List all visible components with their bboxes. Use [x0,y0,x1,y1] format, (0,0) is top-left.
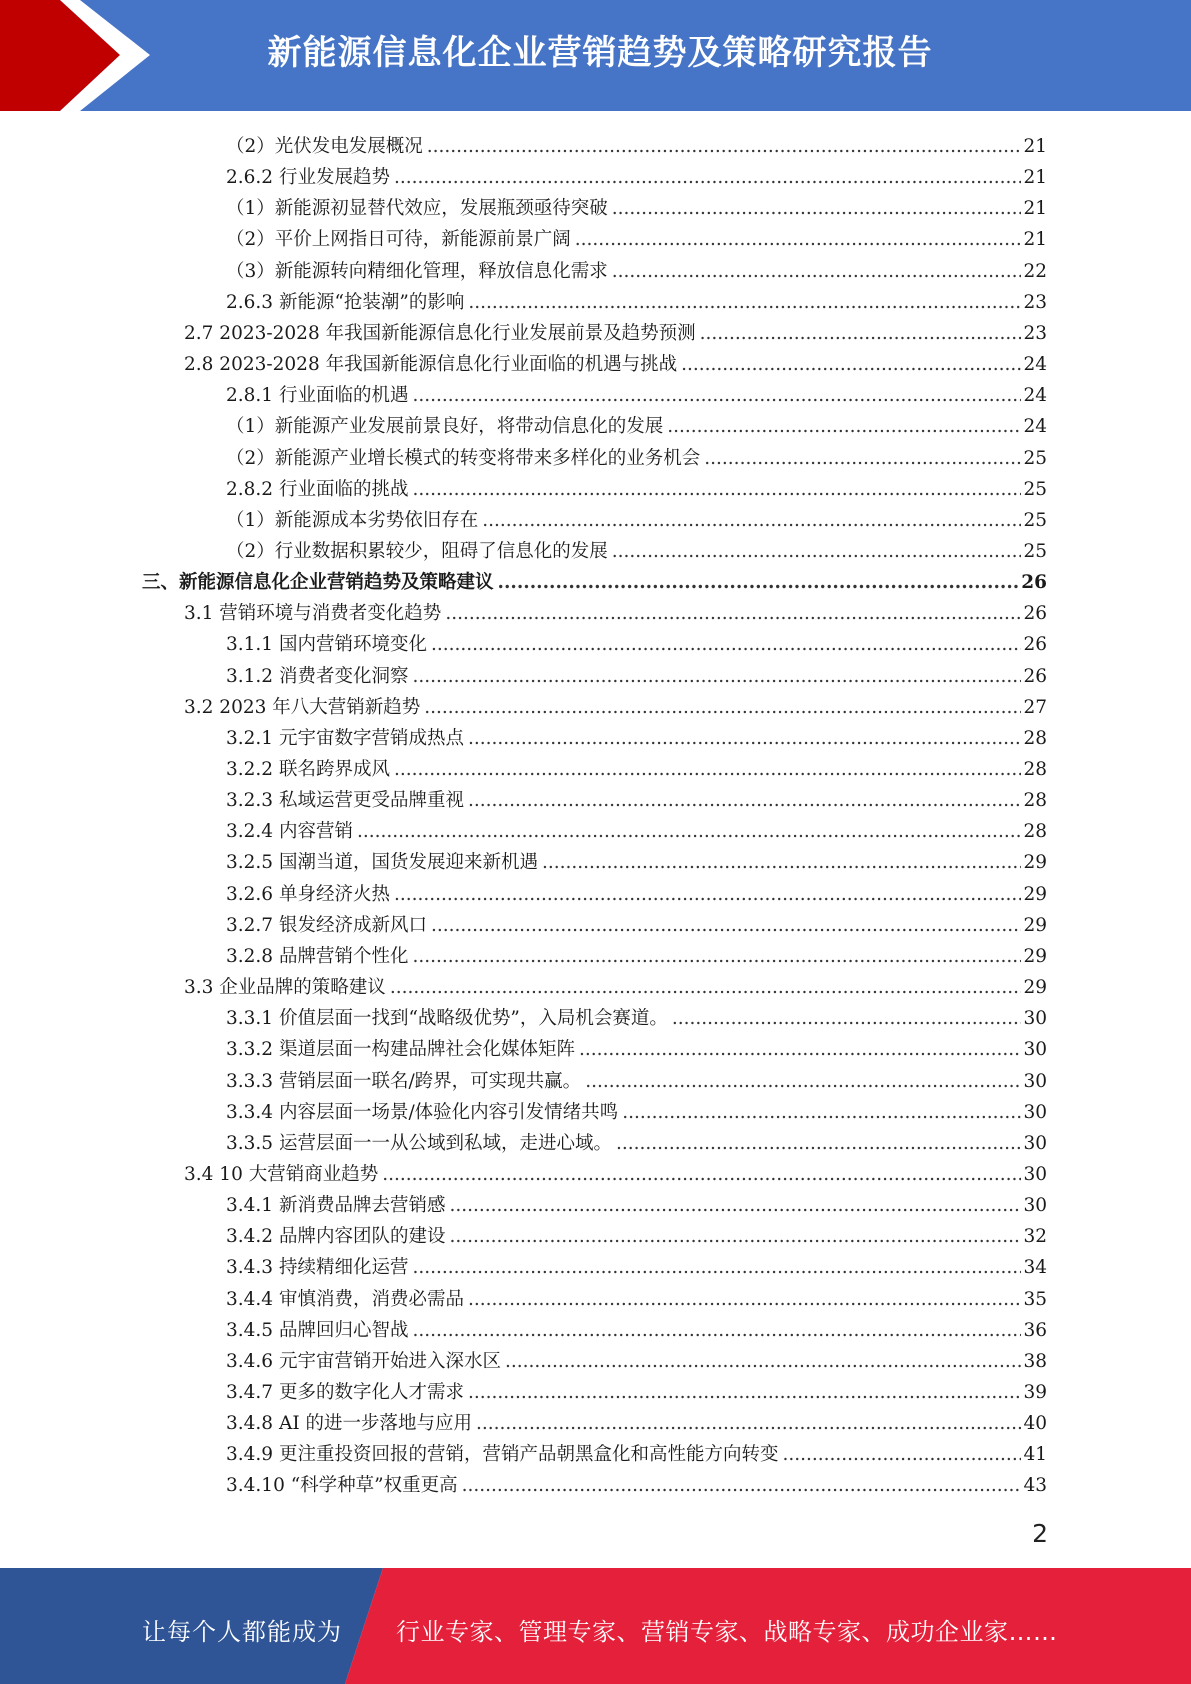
toc-entry-label: 3.4.4 审慎消费，消费必需品 [226,1288,464,1310]
toc-entry-label: 3.3.5 运营层面一一从公域到私域，走进心域。 [226,1132,612,1154]
toc-leader-dots [667,415,1021,439]
toc-entry-label: 3.2.8 品牌营销个性化 [226,945,409,967]
toc-leader-dots [449,1225,1021,1249]
toc-leader-dots [382,1163,1021,1187]
toc-entry-page: 23 [1023,291,1047,313]
toc-entry[interactable] [226,1249,1047,1280]
toc-entry[interactable] [226,159,1047,190]
toc-entry-page: 30 [1023,1195,1047,1217]
toc-entry-label: 三、新能源信息化企业营销趋势及策略建议 [142,572,494,594]
toc-entry-label: （2）光伏发电发展概况 [226,136,423,157]
toc-entry-label: （1）新能源成本劣势依旧存在 [226,509,479,531]
toc-entry-label: 3.4.2 品牌内容团队的建设 [226,1226,446,1248]
toc-entry-page: 21 [1023,198,1047,220]
toc-entry-page: 24 [1023,416,1047,438]
toc-entry[interactable] [226,533,1047,564]
toc-entry-label: 3.2.4 内容营销 [226,821,353,843]
toc-entry-label: 3.3.2 渠道层面一构建品牌社会化媒体矩阵 [226,1039,575,1061]
toc-leader-dots [412,945,1021,969]
toc-entry-page: 25 [1023,540,1047,562]
toc-leader-dots [412,478,1021,502]
toc-entry-label: 3.3.3 营销层面一联名/跨界，可实现共赢。 [226,1070,582,1092]
toc-leader-dots [616,1132,1021,1156]
toc-entry[interactable] [226,1405,1047,1436]
toc-leader-dots [424,696,1021,720]
toc-entry-label: 3.2.6 单身经济火热 [226,883,390,905]
toc-leader-dots [445,602,1021,626]
toc-entry[interactable] [226,1374,1047,1405]
toc-entry[interactable] [226,128,1047,159]
toc-entry-page: 21 [1023,136,1047,157]
toc-entry-page: 28 [1023,790,1047,812]
toc-entry-page: 26 [1023,665,1047,687]
toc-entry-label: 3.4.7 更多的数字化人才需求 [226,1382,464,1403]
toc-leader-dots [542,851,1021,875]
toc-leader-dots [612,260,1022,284]
toc-entry-page: 25 [1023,447,1047,469]
toc-leader-dots [468,727,1021,751]
toc-entry-page: 29 [1023,883,1047,905]
toc-leader-dots [394,883,1021,907]
toc-entry[interactable] [226,658,1047,689]
toc-leader-dots [575,228,1022,252]
toc-entry-page: 29 [1023,945,1047,967]
toc-leader-dots [412,384,1021,408]
toc-entry[interactable] [226,813,1047,844]
toc-entry-page: 30 [1023,1132,1047,1154]
toc-entry[interactable] [226,626,1047,657]
page-number: 2 [1032,1519,1048,1548]
toc-entry-page: 30 [1023,1163,1047,1185]
toc-entry-label: 3.4.8 AI 的进一步落地与应用 [226,1413,473,1435]
toc-entry-page: 43 [1023,1475,1047,1497]
toc-entry[interactable] [226,221,1047,252]
footer-slogan-left: 让每个人都能成为 [142,1618,342,1646]
toc-entry[interactable] [226,471,1047,502]
toc-entry[interactable] [226,1436,1047,1467]
toc-leader-dots [700,322,1022,346]
toc-entry-page: 39 [1023,1382,1047,1403]
toc-entry-label: 3.2.1 元宇宙数字营销成热点 [226,727,464,749]
toc-leader-dots [357,820,1022,844]
toc-entry-label: 2.6.3 新能源“抢装潮”的影响 [226,291,465,313]
toc-entry-label: 3.4.6 元宇宙营销开始进入深水区 [226,1350,501,1372]
toc-leader-dots [412,665,1021,689]
toc-entry[interactable] [226,1125,1047,1156]
toc-entry-label: 2.6.2 行业发展趋势 [226,167,390,189]
toc-entry-page: 30 [1023,1008,1047,1030]
toc-entry-page: 29 [1023,914,1047,936]
toc-entry-label: 3.2.7 银发经济成新风口 [226,914,427,936]
toc-entry[interactable] [226,751,1047,782]
toc-leader-dots [482,509,1021,533]
toc-leader-dots [394,758,1021,782]
toc-entry-label: （1）新能源初显替代效应，发展瓶颈亟待突破 [226,198,608,220]
toc-entry-page: 26 [1021,572,1047,594]
toc-entry-label: 3.2.2 联名跨界成风 [226,759,390,780]
toc-entry-label: （2）新能源产业增长模式的转变将带来多样化的业务机会 [226,447,701,469]
toc-leader-dots [431,633,1021,657]
toc-leader-dots [476,1412,1021,1436]
toc-entry[interactable] [226,1312,1047,1343]
toc-entry-page: 35 [1023,1288,1047,1310]
toc-entry-page: 25 [1023,509,1047,531]
toc-entry[interactable] [226,502,1047,533]
toc-entry-label: （1）新能源产业发展前景良好，将带动信息化的发展 [226,416,664,438]
toc-leader-dots [468,789,1021,813]
toc-leader-dots [681,353,1021,377]
toc-entry-page: 27 [1023,696,1047,718]
toc-entry-page: 34 [1023,1257,1047,1279]
toc-entry[interactable] [226,1063,1047,1094]
toc-entry-page: 26 [1023,603,1047,625]
toc-entry-label: （3）新能源转向精细化管理，释放信息化需求 [226,260,608,282]
toc-entry[interactable] [184,595,1047,626]
toc-entry-page: 28 [1023,821,1047,843]
toc-entry[interactable] [226,720,1047,751]
toc-entry-page: 21 [1023,229,1047,251]
toc-entry[interactable] [226,190,1047,221]
toc-entry-label: 3.3 企业品牌的策略建议 [184,977,386,999]
toc-leader-dots [468,291,1021,315]
toc-entry-label: 3.1 营销环境与消费者变化趋势 [184,603,442,625]
toc-entry-page: 32 [1023,1226,1047,1248]
toc-entry-page: 36 [1023,1319,1047,1341]
toc-entry-page: 24 [1023,354,1047,376]
toc-leader-dots [498,571,1020,595]
toc-leader-dots [394,166,1021,190]
toc-leader-dots [412,1319,1021,1343]
toc-entry-label: 3.3.4 内容层面一场景/体验化内容引发情绪共鸣 [226,1101,619,1123]
toc-entry-label: 3.4.10 “科学种草”权重更高 [226,1475,458,1497]
toc-entry-label: 3.4 10 大营销商业趋势 [184,1163,379,1185]
toc-entry-page: 30 [1023,1039,1047,1061]
toc-entry[interactable] [226,1187,1047,1218]
toc-entry[interactable] [226,1467,1047,1498]
toc-leader-dots [505,1350,1021,1374]
toc-leader-dots [468,1288,1021,1312]
toc-entry-label: 3.4.1 新消费品牌去营销感 [226,1195,446,1217]
toc-entry-page: 38 [1023,1350,1047,1372]
toc-entry[interactable] [226,1031,1047,1062]
toc-leader-dots [431,914,1021,938]
toc-entry-label: 3.2.5 国潮当道，国货发展迎来新机遇 [226,852,538,874]
toc-entry[interactable] [226,253,1047,284]
toc-entry[interactable] [184,689,1047,720]
toc-entry[interactable] [226,1281,1047,1312]
toc-entry-label: 3.4.3 持续精细化运营 [226,1257,409,1279]
toc-entry-label: 3.2.3 私域运营更受品牌重视 [226,790,464,812]
toc-leader-dots [704,447,1021,471]
toc-leader-dots [782,1443,1021,1467]
toc-entry-page: 24 [1023,385,1047,407]
toc-entry[interactable] [226,1218,1047,1249]
toc-entry-page: 21 [1023,167,1047,189]
toc-entry[interactable] [184,1156,1047,1187]
toc-leader-dots [462,1474,1022,1498]
toc-entry[interactable] [226,408,1047,439]
toc-entry-page: 41 [1023,1444,1047,1466]
toc-leader-dots [622,1101,1021,1125]
toc-leader-dots [672,1007,1022,1031]
toc-entry-page: 30 [1023,1101,1047,1123]
toc-entry-page: 22 [1023,260,1047,282]
toc-entry[interactable] [226,938,1047,969]
toc-entry-label: 2.8.2 行业面临的挑战 [226,478,409,500]
toc-leader-dots [412,1256,1021,1280]
toc-entry[interactable] [226,440,1047,471]
toc-entry-page: 30 [1023,1070,1047,1092]
toc-entry-page: 25 [1023,478,1047,500]
toc-entry[interactable] [226,876,1047,907]
toc-entry-page: 29 [1023,977,1047,999]
toc-entry-label: （2）平价上网指日可待，新能源前景广阔 [226,229,571,251]
toc-entry[interactable] [226,1343,1047,1374]
toc-entry-label: 3.4.9 更注重投资回报的营销，营销产品朝黑盒化和高性能方向转变 [226,1444,779,1466]
toc-leader-dots [585,1070,1021,1094]
toc-entry[interactable] [184,969,1047,1000]
toc-leader-dots [390,976,1022,1000]
toc-entry-label: （2）行业数据积累较少，阻碍了信息化的发展 [226,540,608,562]
toc-entry-page: 26 [1023,634,1047,656]
toc-entry[interactable] [226,377,1047,408]
toc-entry-page: 23 [1023,322,1047,344]
toc-entry-label: 3.2 2023 年八大营销新趋势 [184,696,421,718]
toc-entry-label: 3.3.1 价值层面一找到“战略级优势”，入局机会赛道。 [226,1008,668,1030]
toc-entry[interactable] [226,907,1047,938]
toc-entry-label: 2.7 2023-2028 年我国新能源信息化行业发展前景及趋势预测 [184,322,696,344]
toc-entry-page: 29 [1023,852,1047,874]
toc-entry-label: 3.4.5 品牌回归心智战 [226,1319,409,1341]
toc-entry[interactable] [184,346,1047,377]
toc-entry-page: 40 [1023,1413,1047,1435]
footer-slogan-right: 行业专家、管理专家、营销专家、战略专家、成功企业家…… [396,1618,1058,1646]
toc-leader-dots [427,135,1022,159]
header-band [0,0,1191,111]
toc-leader-dots [612,540,1022,564]
toc-entry-label: 3.1.2 消费者变化洞察 [226,665,409,687]
toc-entry[interactable] [226,782,1047,813]
toc-entry[interactable] [184,315,1047,346]
toc-entry-page: 28 [1023,759,1047,780]
toc-leader-dots [468,1381,1021,1405]
document-title: 新能源信息化企业营销趋势及策略研究报告 [267,33,933,73]
toc-leader-dots [579,1038,1021,1062]
toc-entry[interactable] [226,844,1047,875]
toc-entry-page: 28 [1023,727,1047,749]
toc-entry[interactable] [142,564,1047,595]
toc-entry[interactable] [226,284,1047,315]
toc-entry[interactable] [226,1000,1047,1031]
toc-leader-dots [449,1194,1021,1218]
toc-entry-label: 2.8.1 行业面临的机遇 [226,385,409,407]
toc-entry-label: 2.8 2023-2028 年我国新能源信息化行业面临的机遇与挑战 [184,354,678,376]
toc-leader-dots [612,197,1022,221]
toc-entry-label: 3.1.1 国内营销环境变化 [226,634,427,656]
toc-entry[interactable] [226,1094,1047,1125]
